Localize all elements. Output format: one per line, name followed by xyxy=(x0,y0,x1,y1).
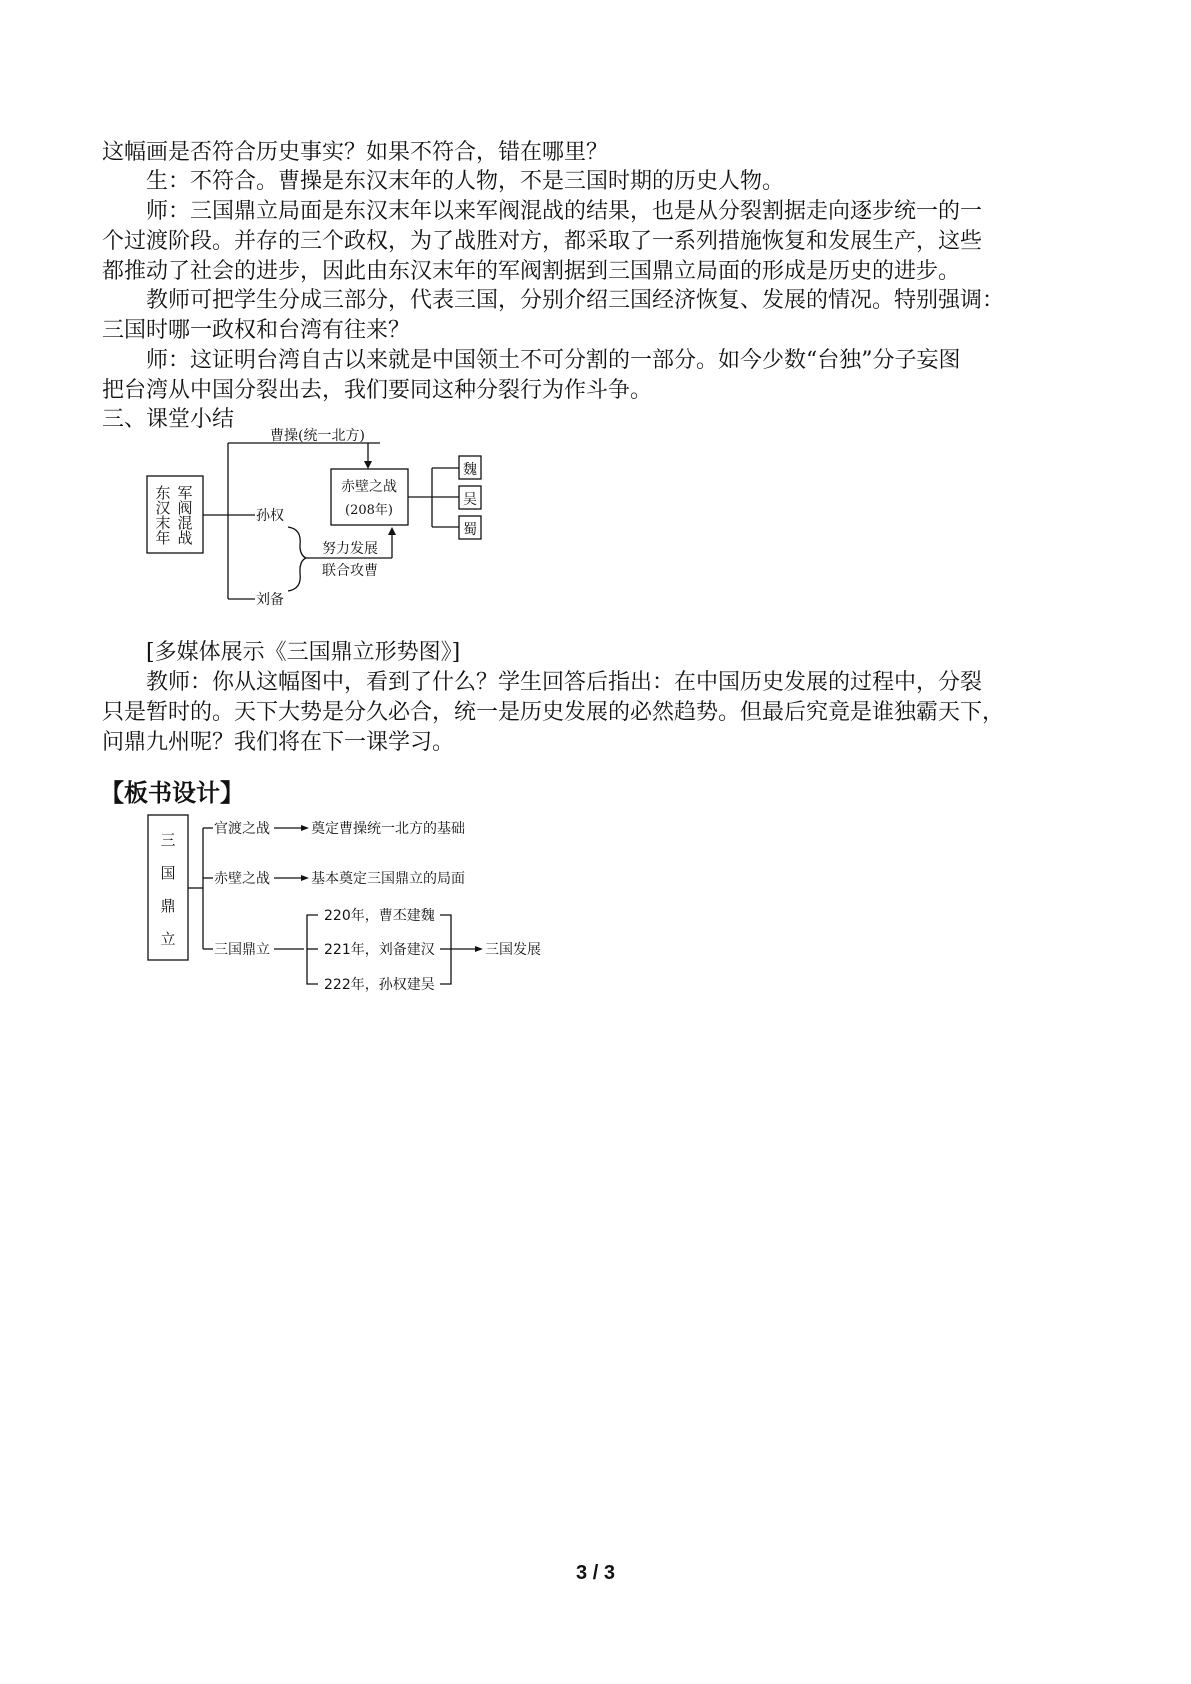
paragraph-line: 把台湾从中国分裂出去，我们要同这种分裂行为作斗争。 xyxy=(102,378,653,403)
final-label: 三国发展 xyxy=(485,942,541,958)
battle-year-label: (208年) xyxy=(345,503,393,518)
box-text-col2: 军 xyxy=(177,484,193,502)
box-text-col2: 阀 xyxy=(177,499,193,517)
paragraph-line: 个过渡阶段。并存的三个政权，为了战胜对方，都采取了一系列措施恢复和发展生产，这些 xyxy=(102,229,983,254)
paragraph-line: 只是暂时的。天下大势是分久必合，统一是历史发展的必然趋势。但最后究竟是谁独霸天下， xyxy=(102,700,1005,725)
guandu-label: 官渡之战 xyxy=(214,821,270,837)
paragraph-line: 三国时哪一政权和台湾有往来？ xyxy=(102,318,411,343)
box-text-col2: 战 xyxy=(177,529,193,547)
event-220: 220年，曹丕建魏 xyxy=(324,908,435,924)
battle-label: 赤壁之战 xyxy=(341,479,397,495)
box-text-col2: 混 xyxy=(177,514,193,532)
box-text-col1: 汉 xyxy=(155,499,171,517)
paragraph-line: 都推动了社会的进步，因此由东汉末年的军阀割据到三国鼎立局面的形成是历史的进步。 xyxy=(102,259,961,284)
box-text-col1: 东 xyxy=(155,484,171,502)
event-222: 222年，孙权建吴 xyxy=(324,977,435,993)
paragraph-line: 师：三国鼎立局面是东汉末年以来军阀混战的结果，也是从分裂割据走向逐步统一的一 xyxy=(146,199,983,224)
three-kingdoms-label: 三国鼎立 xyxy=(214,942,270,958)
paragraph-line: [多媒体展示《三国鼎立形势图》] xyxy=(146,640,461,665)
box-text-col1: 末 xyxy=(155,514,171,532)
box-text-col1: 年 xyxy=(155,529,171,547)
kingdom-wei: 魏 xyxy=(463,462,477,478)
paragraph-line: 教师可把学生分成三部分，代表三国，分别介绍三国经济恢复、发展的情况。特别强调： xyxy=(146,288,1005,313)
box-char: 鼎 xyxy=(160,897,176,915)
brace xyxy=(288,527,306,591)
paragraph-line: 问鼎九州呢？我们将在下一课学习。 xyxy=(102,730,455,755)
sun-quan-label: 孙权 xyxy=(256,508,284,524)
paragraph-line: 这幅画是否符合历史事实？如果不符合，错在哪里？ xyxy=(102,140,609,165)
box-char: 国 xyxy=(160,864,176,882)
chibi-result: 基本奠定三国鼎立的局面 xyxy=(311,871,465,887)
page-number: 3 / 3 xyxy=(576,1562,615,1584)
guandu-result: 奠定曹操统一北方的基础 xyxy=(311,821,465,837)
event-221: 221年，刘备建汉 xyxy=(324,942,435,958)
paragraph-line: 师：这证明台湾自古以来就是中国领土不可分割的一部分。如今少数“台独”分子妄图 xyxy=(146,348,961,373)
summary-diagram xyxy=(140,425,540,625)
section-title: 三、课堂小结 xyxy=(102,407,235,432)
kingdom-wu: 吴 xyxy=(463,492,477,508)
liu-bei-label: 刘备 xyxy=(256,592,284,608)
paragraph-line: 教师：你从这幅图中，看到了什么？学生回答后指出：在中国历史发展的过程中，分裂 xyxy=(146,670,983,695)
box-char: 立 xyxy=(160,930,176,948)
alliance-label-1: 努力发展 xyxy=(322,541,378,557)
alliance-label-2: 联合攻曹 xyxy=(322,563,378,579)
board-design-diagram xyxy=(140,808,560,998)
board-design-heading: 【板书设计】 xyxy=(100,779,244,807)
box-char: 三 xyxy=(160,831,176,849)
paragraph-line: 生：不符合。曹操是东汉末年的人物，不是三国时期的历史人物。 xyxy=(146,169,785,194)
kingdom-shu: 蜀 xyxy=(463,522,477,538)
cao-cao-label: 曹操(统一北方) xyxy=(270,428,365,444)
chibi-label: 赤壁之战 xyxy=(214,871,270,887)
